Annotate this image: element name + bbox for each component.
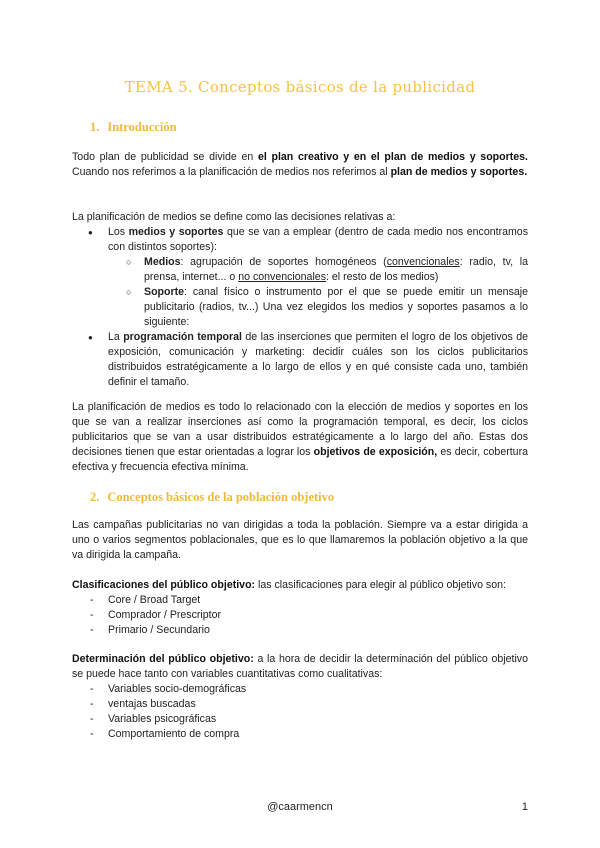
- determination-list: [72, 682, 528, 742]
- list-item: - Comprador / Prescriptor: [72, 608, 528, 623]
- classifications-bold: Clasificaciones del público objetivo:: [72, 579, 256, 591]
- list-item: - Variables socio-demográficas: [72, 682, 528, 697]
- section-1-heading: [90, 120, 177, 135]
- b1b-bold: Soporte: [144, 286, 185, 298]
- intro-paragraph-2: La planificación de medios se define como las decisiones relativas a:: [72, 211, 396, 223]
- sublist-item-medios: [108, 255, 528, 285]
- determination-bold: Determinación del público objetivo:: [72, 653, 254, 665]
- planning-list: [72, 225, 528, 390]
- sublist-item-soporte: [108, 285, 528, 330]
- page-number: 1: [521, 801, 528, 813]
- list-item: - Comportamiento de compra: [72, 727, 528, 742]
- b1-rest: que se van a emplear (dentro de cada medio nos encontramos con distintos soportes):: [108, 226, 528, 253]
- document-title: TEMA 5. Conceptos básicos de la publicidad: [124, 78, 476, 96]
- b1a-underline-2: no convencionales: [238, 271, 326, 283]
- b1a-text-2: : radio, tv, la prensa, internet... o: [144, 256, 528, 283]
- footer-handle: @caarmencn: [267, 801, 333, 813]
- b2-bold: programación temporal: [123, 331, 242, 343]
- intro-p1-bold-b: el plan creativo y en el plan de medios y soportes.: [257, 151, 528, 163]
- list-item-medios-soportes: [72, 225, 528, 330]
- intro-paragraph-1: [72, 150, 528, 180]
- b1a-text-3: : el resto de los medios): [326, 271, 439, 283]
- b1a-text-1: : agrupación de soportes homogéneos (: [180, 256, 387, 268]
- section-1-title: Introducción: [107, 120, 177, 134]
- classifications-rest: las clasificaciones para elegir al público objetivo son:: [255, 579, 506, 591]
- intro-p3-text-c: es decir, cobertura efectiva y frecuencia efectiva mínima.: [72, 446, 528, 473]
- medios-sublist: [108, 255, 528, 330]
- list-item: - Variables psicográficas: [72, 712, 528, 727]
- b2-rest: de las inserciones que permiten el logro de los objetivos de exposición, comunicación y marketing: decidir cuáles son los ciclos publicitarios distribuidos estratégicamente a lo largo de ellos y en qué consiste cada uno, también definir el tamaño.: [108, 331, 529, 388]
- b1a-bold: Medios: [144, 256, 181, 268]
- classifications-paragraph: [72, 578, 528, 593]
- intro-p3-text-a: La planificación de medios es todo lo relacionado con la elección de medios y soportes en los que se van a realizar inserciones así como la programación temporal, es decir, los ciclos publicitarios que se van a usar distribuidos estratégicamente a lo largo del año. Estas dos decisiones tienen que estar orientadas a lograr los: [72, 401, 528, 458]
- intro-p1-text-c: Cuando nos referimos a la planificación de medios nos referimos al: [72, 166, 391, 178]
- list-item: - Core / Broad Target: [72, 593, 528, 608]
- intro-paragraph-3: [72, 400, 528, 475]
- determination-paragraph: [72, 652, 528, 682]
- list-item: - ventajas buscadas: [72, 697, 528, 712]
- b1a-underline-1: convencionales: [386, 256, 460, 268]
- section-2-number: 2.: [90, 490, 100, 504]
- population-paragraph: Las campañas publicitarias no van dirigidas a toda la población. Siempre va a estar dirigida a uno o varios segmentos poblacionales, que es lo que llamaremos la población objetivo a la que va dirigida la campaña.: [72, 519, 528, 561]
- section-2-title: Conceptos básicos de la población objetivo: [107, 490, 335, 504]
- determination-rest: a la hora de decidir la determinación del público objetivo se puede hace tanto con variables cuantitativas como cualitativas:: [72, 653, 528, 680]
- b2-pre: La: [108, 331, 124, 343]
- intro-p1-text-a: Todo plan de publicidad se divide en: [72, 151, 258, 163]
- intro-p1-bold-d: plan de medios y soportes.: [390, 166, 528, 178]
- b1b-rest: : canal físico o instrumento por el que se puede emitir un mensaje publicitario (radios, tv...) Una vez elegidos los medios y soportes pasamos a lo siguiente:: [144, 286, 528, 328]
- list-item-programacion-temporal: [72, 330, 528, 390]
- b1-pre: Los: [108, 226, 129, 238]
- classifications-list: [72, 593, 528, 638]
- list-item: - Primario / Secundario: [72, 623, 528, 638]
- section-2-heading: [90, 490, 334, 505]
- section-1-number: 1.: [90, 120, 100, 134]
- b1-bold: medios y soportes: [128, 226, 224, 238]
- intro-p3-bold-b: objetivos de exposición,: [313, 446, 438, 458]
